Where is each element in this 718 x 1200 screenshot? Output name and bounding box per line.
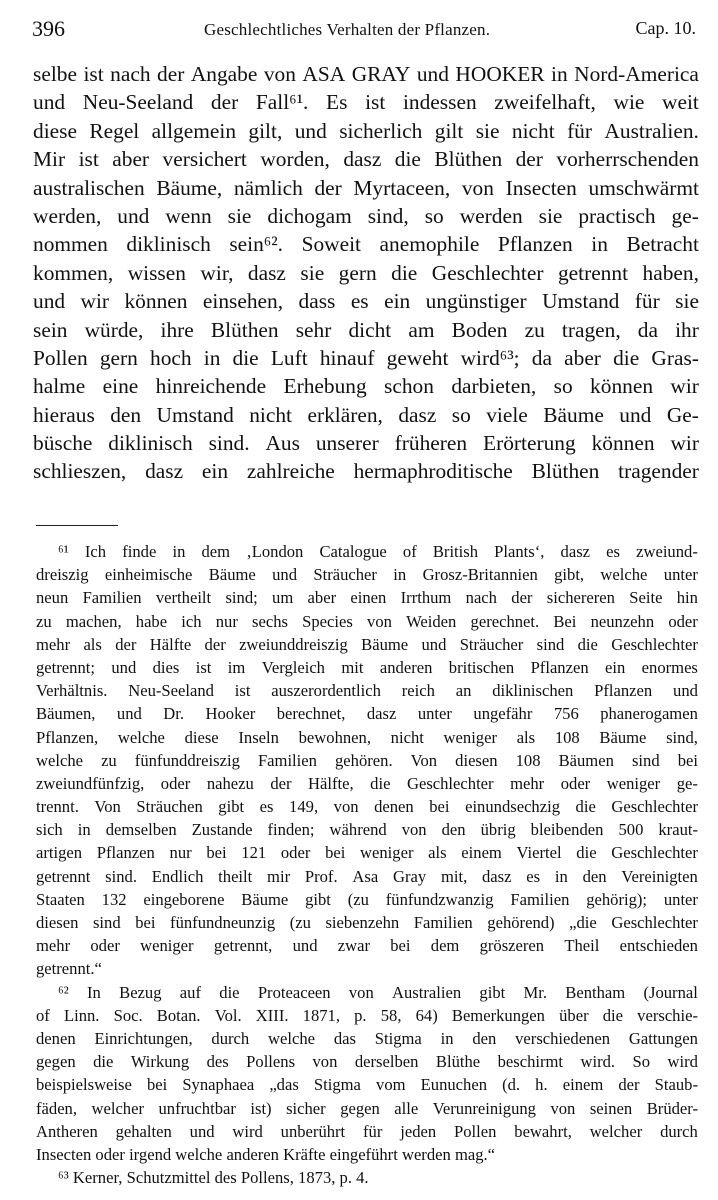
footnote-line: neun Familien vertheilt sind; um aber einen Irrthum nach der sichereren Seite hin xyxy=(36,588,698,608)
footnote-line: of Linn. Soc. Botan. Vol. XIII. 1871, p. 58, 64) Bemerkungen über die verschie- xyxy=(36,1005,698,1025)
text-line: diese Regel allgemein gilt, und sicherlich gilt sie nicht für Australien. xyxy=(33,118,699,143)
text-line: büsche diklinisch sind. Aus unserer früheren Erörterung können wir xyxy=(33,431,699,456)
footnotes xyxy=(36,540,698,1189)
footnote-line: dreiszig einheimische Bäume und Sträucher in Grosz-Britannien gibt, welche unter xyxy=(36,565,698,585)
footnote-line: zweiundfünfzig, oder nahezu der Hälfte, die Geschlechter mehr oder weniger ge- xyxy=(36,773,698,793)
text-line: Mir ist aber versichert worden, dasz die Blüthen der vorherrschenden xyxy=(33,147,699,172)
text-line: halme eine hinreichende Erhebung schon darbieten, so können wir xyxy=(33,374,699,399)
footnote-line: mehr als der Hälfte der zweiunddreiszig Bäume und Sträucher sind die Geschlechter xyxy=(36,634,698,654)
footnote-line: denen Einrichtungen, durch welche das Stigma in den verschiedenen Gattungen xyxy=(36,1028,698,1048)
footnote-line: sich in demselben Zustande finden; während von den übrig bleibenden 500 kraut- xyxy=(36,820,698,840)
footnote-line: Bäumen, und Dr. Hooker berechnet, dasz unter ungefähr 756 phanerogamen xyxy=(36,704,698,724)
footnote-line: trennt. Von Sträuchen gibt es 149, von denen bei einundsechzig die Geschlechter xyxy=(36,797,698,817)
footnote-line: ⁶² In Bezug auf die Proteaceen von Australien gibt Mr. Bentham (Journal xyxy=(58,982,698,1002)
text-line: australischen Bäume, nämlich der Myrtaceen, von Insecten umschwärmt xyxy=(33,175,699,200)
footnote-line: Antheren gehalten und wird unberührt für jeden Pollen bewahrt, welcher durch xyxy=(36,1121,698,1141)
text-line: hieraus den Umstand nicht erklären, dasz so viele Bäume und Ge- xyxy=(33,402,699,427)
footnote-line: mehr oder weniger getrennt, und zwar bei dem gröszeren Theil entschieden xyxy=(36,936,698,956)
footnote-line: Pflanzen, welche diese Inseln bewohnen, nicht weniger als 108 Bäume sind, xyxy=(36,727,698,747)
footnote-line: ⁶¹ Ich finde in dem ‚London Catalogue of British Plants‘, dasz es zweiund- xyxy=(58,542,698,561)
footnote-line: Staaten 132 eingeborene Bäume gibt (zu fünfundzwanzig Familien gehörig); unter xyxy=(36,889,698,909)
text-line: und wir können einsehen, dass es ein ungünstiger Umstand für sie xyxy=(33,289,699,314)
footnote-line: diesen sind bei fünfundneunzig (zu siebenzehn Familien gehörend) „die Geschlechter xyxy=(36,913,698,932)
footnote-line: zu machen, habe ich nur sechs Species von Weiden gerechnet. Bei neunzehn oder xyxy=(36,611,698,631)
text-line: sein würde, ihre Blüthen sehr dicht am Boden zu tragen, da ihr xyxy=(33,317,699,342)
footnote-line: getrennt; und dies ist im Vergleich mit anderen britischen Pflanzen ein enormes xyxy=(36,657,698,677)
text-line: schlieszen, dasz ein zahlreiche hermaphroditische Blüthen tragender xyxy=(33,459,699,484)
footnote-line: fäden, welcher unfruchtbar ist) sicher gegen alle Verunreinigung von seinen Brüder- xyxy=(36,1098,698,1118)
text-line: selbe ist nach der Angabe von ASA GRAY und HOOKER in Nord-America xyxy=(33,62,699,86)
chapter-label: Cap. 10. xyxy=(635,18,696,38)
text-line: werden, und wenn sie dichogam sind, so werden sie practisch ge- xyxy=(33,203,699,228)
footnote-line: beispielsweise bei Synaphaea „das Stigma vom Eunuchen (d. h. einem der Staub- xyxy=(36,1075,698,1095)
running-head xyxy=(32,16,696,46)
footnote-line: ⁶³ Kerner, Schutzmittel des Pollens, 1873, p. 4. xyxy=(58,1168,369,1188)
footnote-line: gegen die Wirkung des Pollens von derselben Blüthe beschirmt wird. So wird xyxy=(36,1052,698,1072)
text-line: und Neu-Seeland der Fall⁶¹. Es ist indessen zweifelhaft, wie weit xyxy=(33,90,699,115)
footnote-rule xyxy=(36,525,118,526)
footnote-line: getrennt sind. Endlich theilt mir Prof. Asa Gray mit, dasz es in den Vereinigten xyxy=(36,866,698,886)
page-number: 396 xyxy=(32,16,65,41)
footnote-line: Insecten oder irgend welche anderen Kräfte eingeführt werden mag.“ xyxy=(36,1144,496,1164)
main-text xyxy=(33,60,699,486)
footnote-line: artigen Pflanzen nur bei 121 oder bei weniger als einem Viertel die Geschlechter xyxy=(36,843,698,863)
text-line: kommen, wissen wir, dasz sie gern die Geschlechter getrennt haben, xyxy=(33,260,699,285)
footnote-line: getrennt.“ xyxy=(36,959,102,979)
text-line: Pollen gern hoch in die Luft hinauf geweht wird⁶³; da aber die Gras- xyxy=(33,345,699,370)
footnote-line: Verhältnis. Neu-Seeland ist auszerordentlich reich an diklinischen Pflanzen und xyxy=(36,681,698,701)
text-line: nommen diklinisch sein⁶². Soweit anemophile Pflanzen in Betracht xyxy=(33,232,699,257)
footnote-line: welche zu fünfunddreiszig Familien gehören. Von diesen 108 Bäumen sind bei xyxy=(36,750,698,770)
running-title: Geschlechtliches Verhalten der Pflanzen. xyxy=(204,20,491,39)
